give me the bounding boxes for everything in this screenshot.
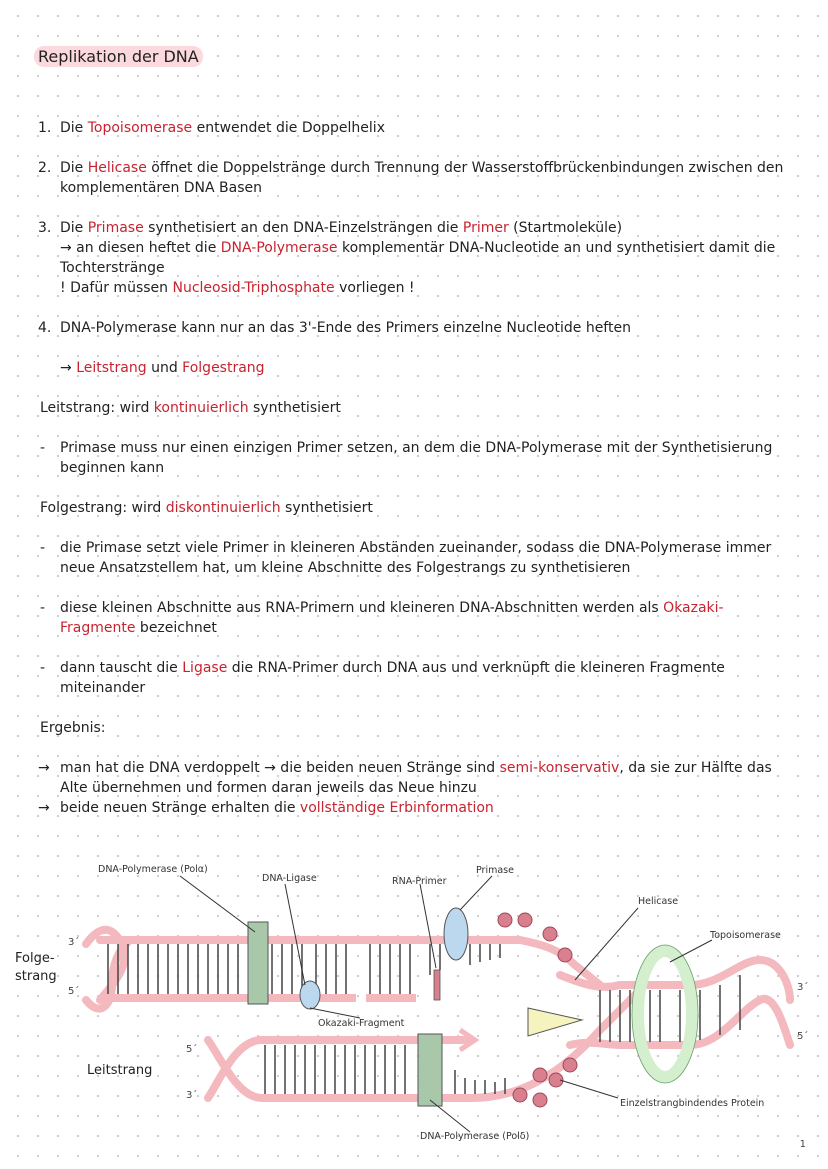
arrow-bullet: → [38, 760, 50, 776]
polymerase-alpha-shape [248, 922, 268, 1004]
end-right-top: 3´ [797, 982, 809, 993]
term-fragmente: Fragmente [60, 620, 136, 636]
text: Tochterstränge [60, 260, 165, 276]
text: synthetisiert [280, 500, 373, 516]
label-topoisomerase: Topoisomerase [710, 930, 781, 941]
label-primase: Primase [476, 865, 514, 876]
text: die RNA-Primer durch DNA aus und verknüpft die kleineren Fragmente [227, 660, 725, 676]
label-ssb: Einzelstrangbindendes Protein [620, 1098, 765, 1109]
item-3-number: 3. [38, 220, 52, 236]
base-pair-rungs-leading [265, 1045, 505, 1094]
text: Folgestrang: wird [40, 500, 166, 516]
term-primer: Primer [462, 220, 509, 236]
text: neue Ansatzstellem hat, um kleine Abschnitte des Folgestrangs zu synthetisieren [60, 560, 631, 576]
text: Die [60, 120, 88, 136]
text: ! Dafür müssen [60, 280, 173, 296]
text: diese kleinen Abschnitte aus RNA-Primern und kleineren DNA-Abschnitten werden als [60, 600, 664, 616]
bullet: - [40, 600, 46, 616]
term-ligase: Ligase [182, 660, 228, 676]
text: → an diesen heftet die [60, 240, 221, 256]
text: entwendet die Doppelhelix [192, 120, 385, 136]
bullet: - [40, 540, 46, 556]
polymerase-delta-shape [418, 1034, 442, 1106]
item-2-number: 2. [38, 160, 52, 176]
text: (Startmoleküle) [508, 220, 623, 236]
text: miteinander [60, 680, 146, 696]
text: synthetisiert [248, 400, 341, 416]
page-title: Replikation der DNA [34, 46, 203, 67]
text: Folge- [15, 951, 55, 966]
label-pol-alpha: DNA-Polymerase (Polα) [98, 864, 208, 875]
term-nucleosid-triphosphate: Nucleosid-Triphosphate [172, 280, 335, 296]
term-dna-polymerase: DNA-Polymerase [220, 240, 338, 256]
end-folge-bottom: 5´ [68, 986, 80, 997]
arrow-text: → [60, 360, 77, 376]
text: Alte übernehmen und formen daran jeweils das Neue hinzu [60, 780, 477, 796]
item-4-number: 4. [38, 320, 52, 336]
text: strang [15, 969, 57, 984]
term-helicase: Helicase [87, 160, 147, 176]
term-okazaki: Okazaki- [663, 600, 724, 616]
term-diskontinuierlich: diskontinuierlich [165, 500, 281, 516]
item-1-number: 1. [38, 120, 52, 136]
text: Primase muss nur einen einzigen Primer setzen, an dem die DNA-Polymerase mit der Synthetisierung [60, 440, 773, 456]
text: beginnen kann [60, 460, 165, 476]
term-topoisomerase: Topoisomerase [87, 120, 193, 136]
label-folgestrang [15, 950, 57, 986]
label-ligase: DNA-Ligase [262, 873, 317, 884]
text: bezeichnet [135, 620, 217, 636]
end-right-bottom: 5´ [797, 1031, 809, 1042]
text: komplementären DNA Basen [60, 180, 263, 196]
term-kontinuierlich: kontinuierlich [153, 400, 249, 416]
text: die Primase setzt viele Primer in kleineren Abständen zueinander, sodass die DNA-Polymerase immer [60, 540, 772, 556]
bullet: - [40, 660, 46, 676]
label-helicase: Helicase [638, 896, 679, 907]
text: komplementär DNA-Nucleotide an und synthetisiert damit die [337, 240, 776, 256]
ligase-shape [300, 981, 320, 1009]
text: und [146, 360, 183, 376]
lagging-strand-helix [86, 930, 600, 1009]
text: Die [60, 220, 88, 236]
text: beide neuen Stränge erhalten die [60, 800, 300, 816]
text: Die [60, 160, 88, 176]
text: Leitstrang: wird [40, 400, 154, 416]
term-semi-konservativ: semi-konservativ [499, 760, 620, 776]
label-pol-delta: DNA-Polymerase (Polδ) [420, 1131, 530, 1142]
topoisomerase-shape [638, 951, 692, 1077]
text: dann tauscht die [60, 660, 183, 676]
arrow-bullet: → [38, 800, 50, 816]
term-leitstrang: Leitstrang [76, 360, 147, 376]
item-4-text: DNA-Polymerase kann nur an das 3'-Ende des Primers einzelne Nucleotide heften [60, 320, 631, 336]
text: vorliegen ! [334, 280, 415, 296]
label-leitstrang: Leitstrang [87, 1063, 153, 1078]
rna-primer-shape [434, 970, 440, 1000]
label-okazaki-fragment: Okazaki-Fragment [318, 1018, 405, 1029]
end-leit-top: 5´ [186, 1044, 198, 1055]
text: man hat die DNA verdoppelt → die beiden neuen Stränge sind [60, 760, 500, 776]
ergebnis-heading: Ergebnis: [40, 720, 106, 736]
term-folgestrang: Folgestrang [182, 360, 265, 376]
end-leit-bottom: 3´ [186, 1090, 198, 1101]
term-primase: Primase [87, 220, 144, 236]
bullet: - [40, 440, 46, 456]
page-number: 1 [799, 1139, 806, 1150]
primase-shape [444, 908, 468, 960]
text: synthetisiert an den DNA-Einzelsträngen die [143, 220, 463, 236]
end-folge-top: 3´ [68, 937, 80, 948]
label-rna-primer: RNA-Primer [392, 876, 447, 887]
text: , da sie zur Hälfte das [619, 760, 772, 776]
helicase-shape [528, 1008, 582, 1036]
term-vollstaendige-erbinformation: vollständige Erbinformation [299, 800, 494, 816]
text: öffnet die Doppelstränge durch Trennung der Wasserstoffbrückenbindungen zwischen den [146, 160, 784, 176]
